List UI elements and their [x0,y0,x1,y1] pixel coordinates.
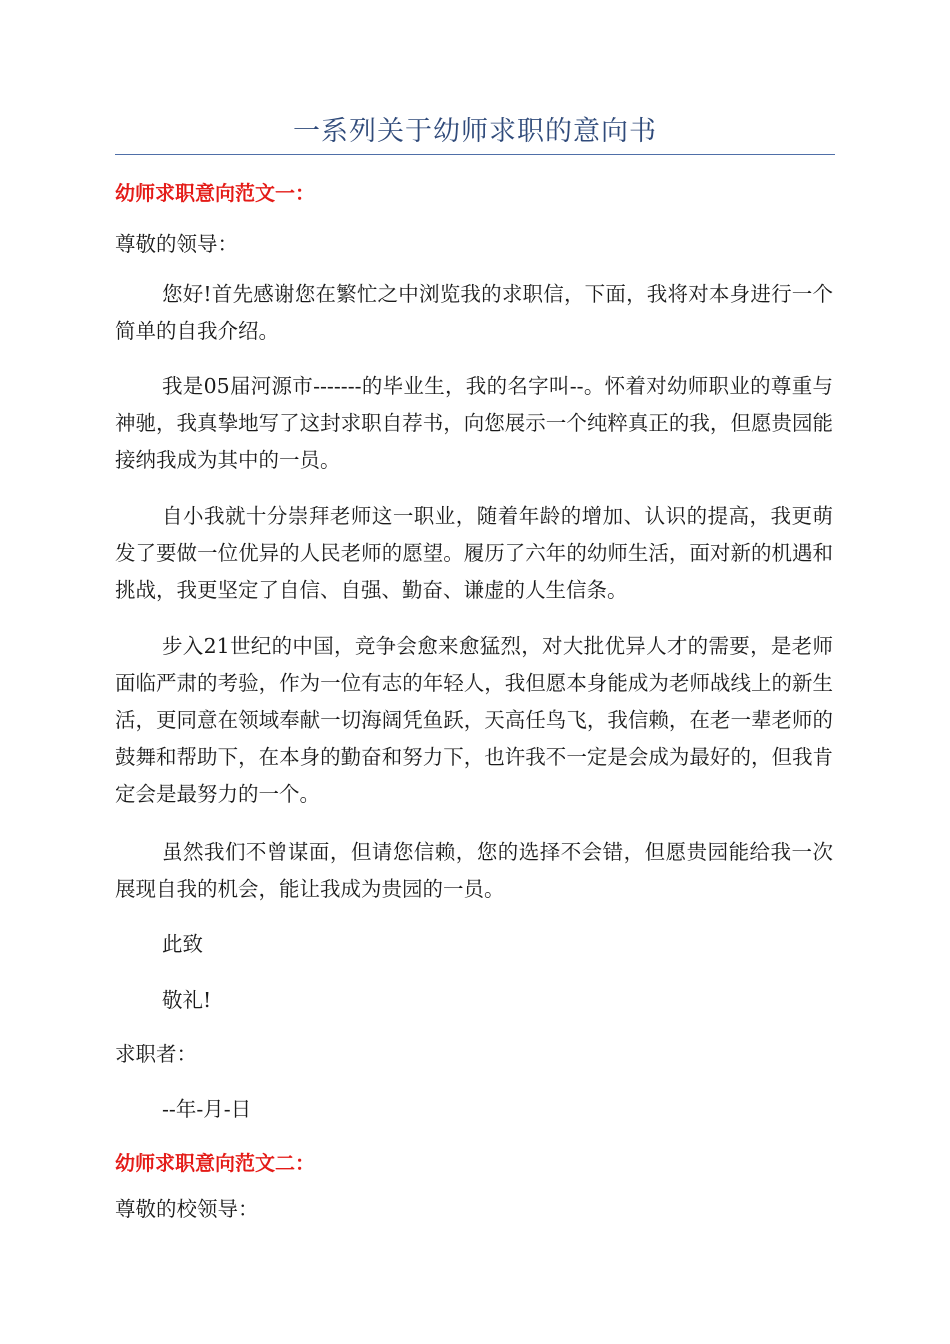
paragraph-4: 步入21世纪的中国，竞争会愈来愈猛烈，对大批优异人才的需要，是老师面临严肃的考验，作为一位有志的年轻人，我但愿本身能成为老师战线上的新生活，更同意在领域奉献一切海阔凭鱼跃，天高任鸟飞，我信赖，在老一辈老师的鼓舞和帮助下，在本身的勤奋和努力下，也许我不一定是会成为最好的，但我肯定会是最努力的一个。 [115,634,833,806]
document-title: 一系列关于幼师求职的意向书 [293,116,657,147]
closing-line-2: 敬礼! [162,988,212,1012]
salutation-2: 尊敬的校领导： [115,1197,259,1221]
section-heading-1: 幼师求职意向范文一： [115,181,315,205]
closing-line-1: 此致 [162,932,203,956]
section-heading-2: 幼师求职意向范文二： [115,1151,315,1175]
paragraph-3: 自小我就十分崇拜老师这一职业，随着年龄的增加、认识的提高，我更萌发了要做一位优异的人民老师的愿望。履历了六年的幼师生活，面对新的机遇和挑战，我更坚定了自信、自强、勤奋、谦虚的人生信条。 [115,504,833,602]
paragraph-5: 虽然我们不曾谋面，但请您信赖，您的选择不会错，但愿贵园能给我一次展现自我的机会，能让我成为贵园的一员。 [115,840,833,901]
paragraph-2: 我是05届河源市-------的毕业生，我的名字叫--。怀着对幼师职业的尊重与神驰，我真挚地写了这封求职自荐书，向您展示一个纯粹真正的我，但愿贵园能接纳我成为其中的一员。 [115,374,833,472]
title-underline [115,154,835,155]
salutation-1: 尊敬的领导： [115,232,238,256]
signer-label: 求职者： [115,1042,197,1066]
paragraph-1: 您好!首先感谢您在繁忙之中浏览我的求职信，下面，我将对本身进行一个简单的自我介绍。 [115,282,833,343]
date-line: --年-月-日 [162,1097,252,1121]
